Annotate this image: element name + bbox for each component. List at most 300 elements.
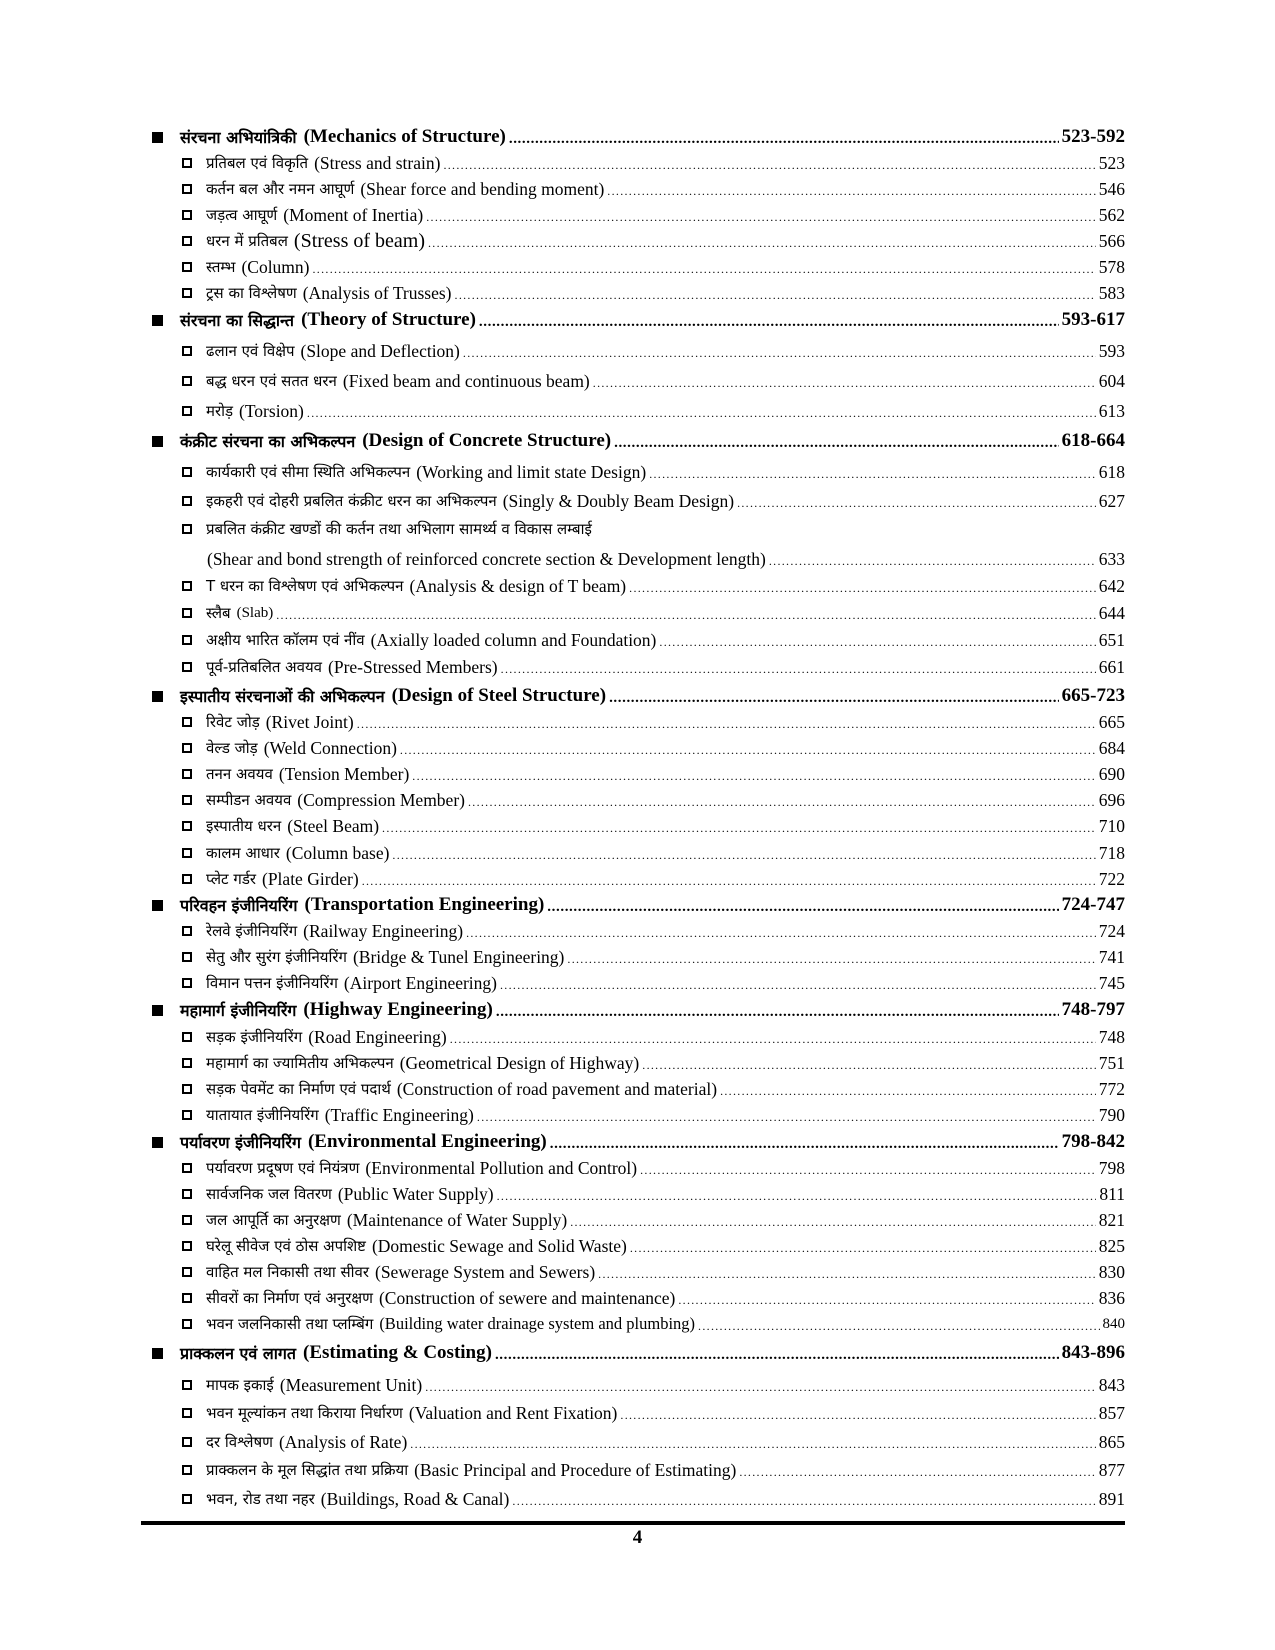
entry-title-hindi: सेतु और सुरंग इंजीनियरिंग [206,948,347,966]
hollow-square-bullet-icon [182,1437,192,1447]
toc-entry[interactable] [150,654,1125,680]
hollow-square-bullet-icon [182,1084,192,1094]
entry-title-english: (Weld Connection) [263,737,397,758]
section-page-range: 523-592 [1061,126,1125,147]
dot-leader [500,976,1096,996]
section-title-english: (Design of Concrete Structure) [362,430,612,451]
toc-entry[interactable] [150,813,1125,839]
toc-entry[interactable] [150,627,1125,653]
dot-leader [678,1291,1095,1311]
toc-entry[interactable] [150,1155,1125,1181]
section-title-hindi: प्राक्कलन एवं लागत [180,1344,296,1363]
toc-entry[interactable] [150,228,1125,254]
dot-leader [649,465,1096,485]
entry-title-english: (Shear and bond strength of reinforced concrete section & Development length) [207,548,766,569]
hollow-square-bullet-icon [182,524,192,534]
hollow-square-bullet-icon [182,346,192,356]
toc-entry[interactable] [150,488,1125,514]
entry-title-english: (Stress and strain) [314,152,441,173]
entry-title-hindi: कार्यकारी एवं सीमा स्थिति अभिकल्पन [206,463,411,481]
toc-entry[interactable] [150,1050,1125,1076]
dot-leader [392,846,1095,866]
section-title-hindi: कंक्रीट संरचना का अभिकल्पन [180,432,356,451]
dot-leader [609,689,1059,709]
section-title-english: (Highway Engineering) [303,999,493,1020]
hollow-square-bullet-icon [182,717,192,727]
entry-title-hindi: पूर्व-प्रतिबलित अवयव [206,658,323,676]
hollow-square-bullet-icon [182,1032,192,1042]
entry-page-number: 613 [1098,400,1125,421]
entry-title-english: (Basic Principal and Procedure of Estimating) [414,1459,737,1480]
toc-section-heading[interactable] [150,124,1125,150]
hollow-square-bullet-icon [182,662,192,672]
entry-title-english: (Working and limit state Design) [416,461,647,482]
entry-title-english: (Construction of road pavement and material) [396,1078,718,1099]
hollow-square-bullet-icon [182,1058,192,1068]
toc-entry[interactable] [150,918,1125,944]
toc-entry[interactable] [150,1400,1125,1426]
hollow-square-bullet-icon [182,210,192,220]
dot-leader [570,1213,1096,1233]
toc-entry[interactable] [150,338,1125,364]
entry-page-number: 651 [1098,629,1125,650]
hollow-square-bullet-icon [182,848,192,858]
dot-leader [496,1003,1059,1023]
entry-title-hindi: T धरन का विश्लेषण एवं अभिकल्पन [206,577,404,595]
hollow-square-bullet-icon [182,635,192,645]
section-title-hindi: महामार्ग इंजीनियरिंग [180,1001,297,1020]
dot-leader [477,1108,1096,1128]
hollow-square-bullet-icon [182,1215,192,1225]
entry-page-number: 745 [1098,972,1125,993]
dot-leader [598,1265,1096,1285]
entry-title-english: (Building water drainage system and plumbing) [379,1314,696,1333]
toc-entry[interactable] [150,176,1125,202]
dot-leader [720,1082,1096,1102]
entry-title-english: (Public Water Supply) [337,1183,494,1204]
entry-page-number: 857 [1098,1402,1125,1423]
entry-page-number: 772 [1098,1078,1125,1099]
dot-leader [629,579,1096,599]
dot-leader [450,1030,1096,1050]
entry-title-english: (Road Engineering) [308,1026,447,1047]
entry-page-number: 724 [1098,920,1125,941]
entry-title-english: (Airport Engineering) [343,972,497,993]
section-title-english: (Estimating & Costing) [303,1342,492,1363]
dot-leader [614,434,1059,454]
entry-title-hindi: तनन अवयव [206,765,273,783]
entry-title-hindi: ढलान एवं विक्षेप [206,342,295,360]
entry-title-hindi: सार्वजनिक जल वितरण [206,1185,332,1203]
toc-section-heading[interactable] [150,307,1125,333]
toc-entry[interactable] [150,1429,1125,1455]
hollow-square-bullet-icon [182,821,192,831]
entry-page-number: 523 [1098,152,1125,173]
section-page-range: 798-842 [1061,1131,1125,1152]
entry-page-number: 865 [1098,1431,1125,1452]
entry-title-english: (Environmental Pollution and Control) [365,1157,638,1178]
dot-leader [550,1135,1059,1155]
hollow-square-bullet-icon [182,795,192,805]
hollow-square-bullet-icon [182,1494,192,1504]
entry-title-hindi: भवन जलनिकासी तथा प्लम्बिंग [206,1315,374,1333]
hollow-square-bullet-icon [182,496,192,506]
entry-page-number: 578 [1098,256,1125,277]
entry-title-hindi: विमान पत्तन इंजीनियरिंग [206,974,338,992]
entry-title-english: (Steel Beam) [287,815,380,836]
entry-title-english: (Column) [241,256,310,277]
dot-leader [640,1161,1096,1181]
entry-title-english: (Slope and Deflection) [300,340,460,361]
toc-entry-hindi-line[interactable] [150,516,1125,542]
entry-title-hindi: वेल्ड जोड़ [206,739,258,757]
toc-entry[interactable] [150,709,1125,735]
entry-page-number: 633 [1098,548,1125,569]
filled-square-bullet-icon [152,1348,163,1359]
entry-page-number: 618 [1098,461,1125,482]
filled-square-bullet-icon [152,691,163,702]
hollow-square-bullet-icon [182,1189,192,1199]
entry-page-number: 644 [1098,602,1125,623]
entry-page-number: 840 [1102,1315,1125,1332]
dot-leader [630,1239,1096,1259]
entry-title-english: (Construction of sewere and maintenance) [378,1287,676,1308]
entry-title-english: (Stress of beam) [293,229,425,252]
toc-entry[interactable] [150,1024,1125,1050]
entry-page-number: 843 [1098,1374,1125,1395]
entry-title-hindi: धरन में प्रतिबल [206,232,288,250]
entry-page-number: 741 [1098,946,1125,967]
hollow-square-bullet-icon [182,1319,192,1329]
entry-title-hindi: महामार्ग का ज्यामितीय अभिकल्पन [206,1054,394,1072]
toc-section-heading[interactable] [150,683,1125,709]
entry-title-hindi: स्तम्भ [206,258,236,276]
entry-title-hindi: मरोड़ [206,402,234,420]
hollow-square-bullet-icon [182,236,192,246]
entry-title-hindi: सीवरों का निर्माण एवं अनुरक्षण [206,1289,373,1307]
entry-title-hindi: भवन मूल्यांकन तथा किराया निर्धारण [206,1404,403,1422]
section-page-range: 748-797 [1061,999,1125,1020]
hollow-square-bullet-icon [182,743,192,753]
entry-title-hindi: प्रबलित कंक्रीट खण्डों की कर्तन तथा अभिलाग सामर्थ्य व विकास लम्बाई [206,520,592,538]
hollow-square-bullet-icon [182,769,192,779]
dot-leader [607,182,1095,202]
filled-square-bullet-icon [152,436,163,447]
toc-entry[interactable] [150,1285,1125,1311]
dot-leader [426,208,1096,228]
entry-page-number: 546 [1098,178,1125,199]
filled-square-bullet-icon [152,132,163,143]
toc-entry[interactable] [150,459,1125,485]
entry-title-english: (Analysis of Trusses) [302,282,452,303]
dot-leader [400,741,1096,761]
entry-title-hindi: रेलवे इंजीनियरिंग [206,922,298,940]
entry-title-english: (Domestic Sewage and Solid Waste) [371,1235,627,1256]
dot-leader [512,1492,1095,1512]
entry-page-number: 718 [1098,842,1125,863]
dot-leader [410,1435,1095,1455]
dot-leader [479,313,1059,333]
entry-page-number: 642 [1098,575,1125,596]
entry-title-hindi: रिवेट जोड़ [206,713,260,731]
toc-section-heading[interactable] [150,892,1125,918]
hollow-square-bullet-icon [182,184,192,194]
toc-entry[interactable] [150,150,1125,176]
toc-entry[interactable] [150,1207,1125,1233]
dot-leader [425,1378,1096,1398]
entry-title-hindi: भवन, रोड तथा नहर [206,1490,315,1508]
toc-section-heading[interactable] [150,428,1125,454]
dot-leader [443,156,1095,176]
entry-title-hindi: दर विश्लेषण [206,1433,273,1451]
entry-title-english: (Geometrical Design of Highway) [399,1052,640,1073]
entry-title-hindi: जड़त्व आघूर्ण [206,206,278,224]
entry-title-hindi: घरेलू सीवेज एवं ठोस अपशिष्ट [206,1237,366,1255]
entry-page-number: 790 [1098,1104,1125,1125]
hollow-square-bullet-icon [182,874,192,884]
entry-page-number: 604 [1098,370,1125,391]
entry-title-hindi: सड़क पेवमेंट का निर्माण एवं पदार्थ [206,1080,391,1098]
hollow-square-bullet-icon [182,952,192,962]
toc-entry[interactable] [150,600,1125,626]
dot-leader [698,1317,1099,1337]
hollow-square-bullet-icon [182,158,192,168]
entry-title-english: (Bridge & Tunel Engineering) [352,946,565,967]
dot-leader [455,286,1096,306]
hollow-square-bullet-icon [182,926,192,936]
entry-page-number: 627 [1098,490,1125,511]
dot-leader [620,1406,1095,1426]
toc-entry[interactable] [150,761,1125,787]
toc-entry[interactable] [150,1457,1125,1483]
entry-title-english: (Rivet Joint) [265,711,354,732]
hollow-square-bullet-icon [182,1110,192,1120]
section-title-hindi: परिवहन इंजीनियरिंग [180,896,298,915]
toc-entry[interactable] [150,1233,1125,1259]
section-title-english: (Transportation Engineering) [304,894,545,915]
entry-title-english: (Railway Engineering) [303,920,464,941]
dot-leader [769,552,1096,572]
entry-title-english: (Measurement Unit) [279,1374,423,1395]
entry-page-number: 748 [1098,1026,1125,1047]
entry-page-number: 830 [1098,1261,1125,1282]
toc-entry[interactable] [150,1076,1125,1102]
entry-page-number: 821 [1098,1209,1125,1230]
hollow-square-bullet-icon [182,1163,192,1173]
entry-title-english: (Valuation and Rent Fixation) [408,1402,618,1423]
toc-entry[interactable] [150,787,1125,813]
hollow-square-bullet-icon [182,1293,192,1303]
hollow-square-bullet-icon [182,1408,192,1418]
section-title-hindi: इस्पातीय संरचनाओं की अभिकल्पन [180,687,385,706]
entry-title-hindi: प्रतिबल एवं विकृति [206,154,309,172]
entry-title-hindi: इकहरी एवं दोहरी प्रबलित कंक्रीट धरन का अभिकल्पन [206,492,497,510]
dot-leader [659,633,1095,653]
toc-entry[interactable] [150,1181,1125,1207]
entry-title-english: (Fixed beam and continuous beam) [342,370,590,391]
section-title-english: (Mechanics of Structure) [303,126,506,147]
entry-page-number: 566 [1098,230,1125,251]
entry-title-english: (Sewerage System and Sewers) [375,1261,596,1282]
entry-page-number: 665 [1098,711,1125,732]
hollow-square-bullet-icon [182,406,192,416]
entry-page-number: 661 [1098,656,1125,677]
dot-leader [642,1056,1095,1076]
dot-leader [362,872,1096,892]
section-title-english: (Theory of Structure) [301,309,476,330]
entry-title-hindi: बद्ध धरन एवं सतत धरन [206,372,337,390]
entry-title-english: (Compression Member) [297,789,465,810]
footer-divider [141,1521,1125,1525]
entry-page-number: 825 [1098,1235,1125,1256]
toc-section-heading[interactable] [150,997,1125,1023]
entry-title-hindi: कालम आधार [206,844,280,862]
toc-entry[interactable] [150,1372,1125,1398]
toc-entry[interactable] [150,944,1125,970]
dot-leader [547,898,1058,918]
entry-title-hindi: वाहित मल निकासी तथा सीवर [206,1263,369,1281]
entry-page-number: 751 [1098,1052,1125,1073]
toc-entry[interactable] [150,1486,1125,1512]
entry-title-english: (Shear force and bending moment) [360,178,605,199]
section-title-hindi: संरचना का सिद्धान्त [180,311,295,330]
entry-page-number: 684 [1098,737,1125,758]
dot-leader [382,819,1096,839]
section-title-hindi: पर्यावरण इंजीनियरिंग [180,1133,301,1152]
dot-leader [593,374,1096,394]
dot-leader [497,1187,1097,1207]
dot-leader [739,1463,1095,1483]
hollow-square-bullet-icon [182,978,192,988]
section-page-range: 593-617 [1061,309,1125,330]
toc-entry[interactable] [150,840,1125,866]
entry-title-english: (Traffic Engineering) [324,1104,474,1125]
toc-entry[interactable] [150,735,1125,761]
entry-page-number: 690 [1098,763,1125,784]
entry-page-number: 583 [1098,282,1125,303]
entry-page-number: 836 [1098,1287,1125,1308]
toc-entry[interactable] [150,254,1125,280]
entry-page-number: 722 [1098,868,1125,889]
entry-page-number: 696 [1098,789,1125,810]
dot-leader [357,715,1096,735]
filled-square-bullet-icon [152,900,163,911]
dot-leader [509,130,1059,150]
hollow-square-bullet-icon [182,288,192,298]
section-page-range: 724-747 [1061,894,1125,915]
entry-title-english: (Plate Girder) [262,868,359,889]
filled-square-bullet-icon [152,315,163,326]
entry-title-hindi: यातायात इंजीनियरिंग [206,1106,319,1124]
hollow-square-bullet-icon [182,1241,192,1251]
toc-entry[interactable] [150,970,1125,996]
entry-title-hindi: सम्पीडन अवयव [206,791,292,809]
toc-entry[interactable] [150,1259,1125,1285]
hollow-square-bullet-icon [182,1267,192,1277]
section-title-english: (Environmental Engineering) [307,1131,547,1152]
toc-entry[interactable] [150,573,1125,599]
dot-leader [501,660,1096,680]
dot-leader [428,234,1096,254]
entry-title-hindi: जल आपूर्ति का अनुरक्षण [206,1211,341,1229]
entry-title-english: (Buildings, Road & Canal) [320,1488,510,1509]
entry-title-english: (Maintenance of Water Supply) [346,1209,568,1230]
section-page-range: 665-723 [1061,685,1125,706]
entry-title-hindi: इस्पातीय धरन [206,817,282,835]
dot-leader [495,1346,1059,1366]
toc-entry[interactable] [150,866,1125,892]
entry-title-hindi: ट्रस का विश्लेषण [206,284,297,302]
entry-page-number: 798 [1098,1157,1125,1178]
toc-entry[interactable] [150,1311,1125,1337]
section-page-range: 843-896 [1061,1342,1125,1363]
dot-leader [463,344,1096,364]
dot-leader [307,404,1096,424]
toc-entry[interactable] [150,1102,1125,1128]
dot-leader [737,494,1096,514]
entry-title-hindi: मापक इकाई [206,1376,274,1394]
entry-title-hindi: अक्षीय भारित कॉलम एवं नींव [206,631,365,649]
entry-page-number: 562 [1098,204,1125,225]
toc-section-heading[interactable] [150,1340,1125,1366]
entry-title-english: (Pre-Stressed Members) [328,656,498,677]
hollow-square-bullet-icon [182,262,192,272]
entry-title-english: (Tension Member) [278,763,410,784]
entry-page-number: 891 [1098,1488,1125,1509]
entry-title-english: (Torsion) [239,400,304,421]
page-number: 4 [632,1527,643,1548]
filled-square-bullet-icon [152,1005,163,1016]
entry-page-number: 877 [1098,1459,1125,1480]
dot-leader [466,924,1096,944]
hollow-square-bullet-icon [182,1465,192,1475]
entry-title-english: (Slab) [236,604,274,621]
toc-entry-english-line[interactable] [150,546,1125,572]
entry-title-english: (Analysis of Rate) [278,1431,408,1452]
hollow-square-bullet-icon [182,467,192,477]
entry-page-number: 811 [1099,1183,1125,1204]
dot-leader [468,793,1096,813]
dot-leader [276,606,1096,626]
entry-title-english: (Axially loaded column and Foundation) [370,629,657,650]
entry-page-number: 593 [1098,340,1125,361]
toc-entry[interactable] [150,202,1125,228]
hollow-square-bullet-icon [182,608,192,618]
hollow-square-bullet-icon [182,581,192,591]
section-title-english: (Design of Steel Structure) [391,685,607,706]
entry-title-english: (Moment of Inertia) [283,204,424,225]
entry-title-english: (Analysis & design of T beam) [409,575,627,596]
entry-title-hindi: पर्यावरण प्रदूषण एवं नियंत्रण [206,1159,360,1177]
entry-title-hindi: प्लेट गर्डर [206,870,256,888]
toc-section-heading[interactable] [150,1129,1125,1155]
section-title-hindi: संरचना अभियांत्रिकी [180,128,297,147]
entry-title-hindi: सड़क इंजीनियरिंग [206,1028,303,1046]
entry-page-number: 710 [1098,815,1125,836]
hollow-square-bullet-icon [182,1380,192,1390]
toc-entry[interactable] [150,368,1125,394]
section-page-range: 618-664 [1061,430,1125,451]
hollow-square-bullet-icon [182,376,192,386]
dot-leader [313,260,1096,280]
dot-leader [567,950,1095,970]
toc-entry[interactable] [150,280,1125,306]
entry-title-english: (Singly & Doubly Beam Design) [502,490,735,511]
dot-leader [412,767,1095,787]
entry-title-hindi: स्लैब [206,604,231,622]
filled-square-bullet-icon [152,1137,163,1148]
toc-entry[interactable] [150,398,1125,424]
